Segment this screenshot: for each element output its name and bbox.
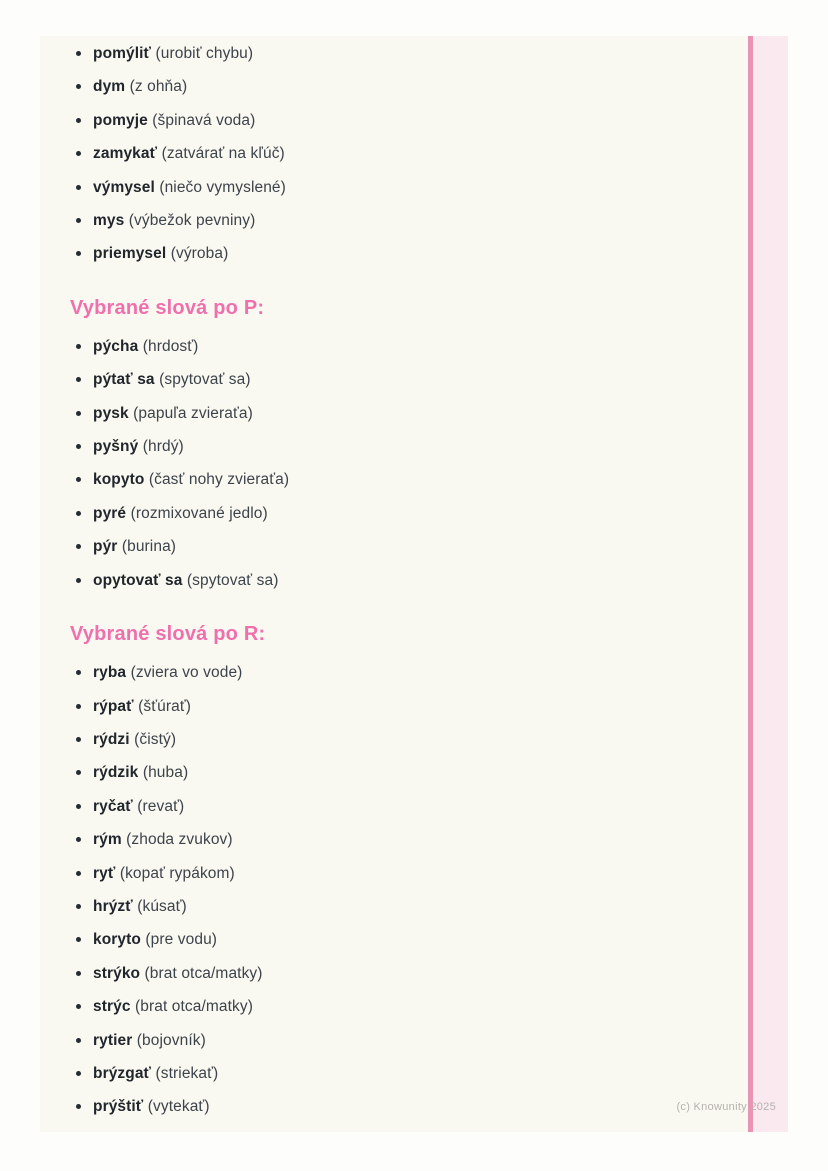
list-item <box>93 1057 748 1090</box>
list-item <box>93 823 748 856</box>
definition: (papuľa zvieraťa) <box>133 404 253 422</box>
term: hrýzť <box>93 897 133 915</box>
list-item <box>93 1024 748 1057</box>
term: brýzgať <box>93 1064 152 1082</box>
term: rým <box>93 831 122 849</box>
list-item <box>93 1090 748 1123</box>
definition: (výroba) <box>170 245 229 263</box>
definition: (niečo vymyslené) <box>159 178 286 196</box>
list-item <box>93 463 748 496</box>
term: kopyto <box>93 471 145 489</box>
term: mys <box>93 212 125 230</box>
vocab-list-continuation <box>40 37 788 271</box>
term: ryť <box>93 864 116 882</box>
list-item <box>93 790 748 823</box>
term: priemysel <box>93 245 167 263</box>
definition: (výbežok pevniny) <box>128 212 256 230</box>
definition: (spytovať sa) <box>159 371 251 389</box>
list-item <box>93 756 748 789</box>
term: strýko <box>93 964 141 982</box>
definition: (striekať) <box>155 1064 219 1082</box>
term: ryčať <box>93 797 133 815</box>
list-item <box>93 890 748 923</box>
term: koryto <box>93 931 141 949</box>
term: pýcha <box>93 337 139 355</box>
definition: (hrdý) <box>142 438 184 456</box>
definition: (rozmixované jedlo) <box>130 504 268 522</box>
list-item <box>93 37 748 70</box>
term: pomyje <box>93 111 148 129</box>
definition: (huba) <box>142 764 189 782</box>
list-item <box>93 104 748 137</box>
definition: (bojovník) <box>136 1031 206 1049</box>
definition: (revať) <box>137 797 185 815</box>
list-item <box>93 397 748 430</box>
list-item <box>93 530 748 563</box>
list-item <box>93 656 748 689</box>
definition: (pre vodu) <box>145 931 218 949</box>
term: rytier <box>93 1031 133 1049</box>
definition: (z ohňa) <box>129 78 188 96</box>
term: dym <box>93 78 126 96</box>
definition: (špinavá voda) <box>152 111 256 129</box>
definition: (zhoda zvukov) <box>126 831 233 849</box>
term: opytovať sa <box>93 571 183 589</box>
list-item <box>93 171 748 204</box>
definition: (šťúrať) <box>138 697 191 715</box>
term: rýdzi <box>93 730 130 748</box>
list-item <box>93 564 748 597</box>
definition: (hrdosť) <box>142 337 199 355</box>
list-item <box>93 137 748 170</box>
definition: (vytekať) <box>147 1098 210 1116</box>
definition: (zviera vo vode) <box>130 664 243 682</box>
term: pysk <box>93 404 129 422</box>
definition: (spytovať sa) <box>186 571 279 589</box>
term: rýpať <box>93 697 134 715</box>
list-item <box>93 237 748 270</box>
section-heading-p: Vybrané slová po P: <box>70 296 265 319</box>
list-item <box>93 330 748 363</box>
list-item <box>93 923 748 956</box>
term: pyré <box>93 504 127 522</box>
term: pýtať sa <box>93 371 155 389</box>
term: strýc <box>93 998 131 1016</box>
definition: (zatvárať na kľúč) <box>161 145 285 163</box>
list-item <box>93 497 748 530</box>
definition: (urobiť chybu) <box>155 45 254 62</box>
section-heading-r: Vybrané slová po R: <box>70 623 266 646</box>
watermark: (c) Knowunity 2025 <box>676 1101 776 1113</box>
vocab-list-p <box>40 330 788 597</box>
definition: (brat otca/matky) <box>144 964 263 982</box>
term: ryba <box>93 664 127 682</box>
accent-line <box>748 36 753 1132</box>
definition: (brat otca/matky) <box>134 998 253 1016</box>
list-item <box>93 363 748 396</box>
list-item <box>93 957 748 990</box>
list-item <box>93 430 748 463</box>
definition: (burina) <box>121 538 177 556</box>
list-item <box>93 690 748 723</box>
definition: (časť nohy zvieraťa) <box>148 471 290 489</box>
definition: (kúsať) <box>137 897 187 915</box>
term: pýr <box>93 538 118 556</box>
accent-band <box>753 36 788 1132</box>
term: výmysel <box>93 178 155 196</box>
term: prýštiť <box>93 1098 144 1116</box>
term: pyšný <box>93 438 139 456</box>
list-item <box>93 204 748 237</box>
definition: (čistý) <box>134 730 177 748</box>
page-content <box>40 37 788 1124</box>
page-card <box>40 36 788 1132</box>
vocab-list-r <box>40 656 788 1124</box>
term: rýdzik <box>93 764 139 782</box>
term: zamykať <box>93 145 158 163</box>
term: pomýliť <box>93 45 152 62</box>
list-item <box>93 990 748 1023</box>
definition: (kopať rypákom) <box>119 864 235 882</box>
list-item <box>93 70 748 103</box>
list-item <box>93 857 748 890</box>
list-item <box>93 723 748 756</box>
